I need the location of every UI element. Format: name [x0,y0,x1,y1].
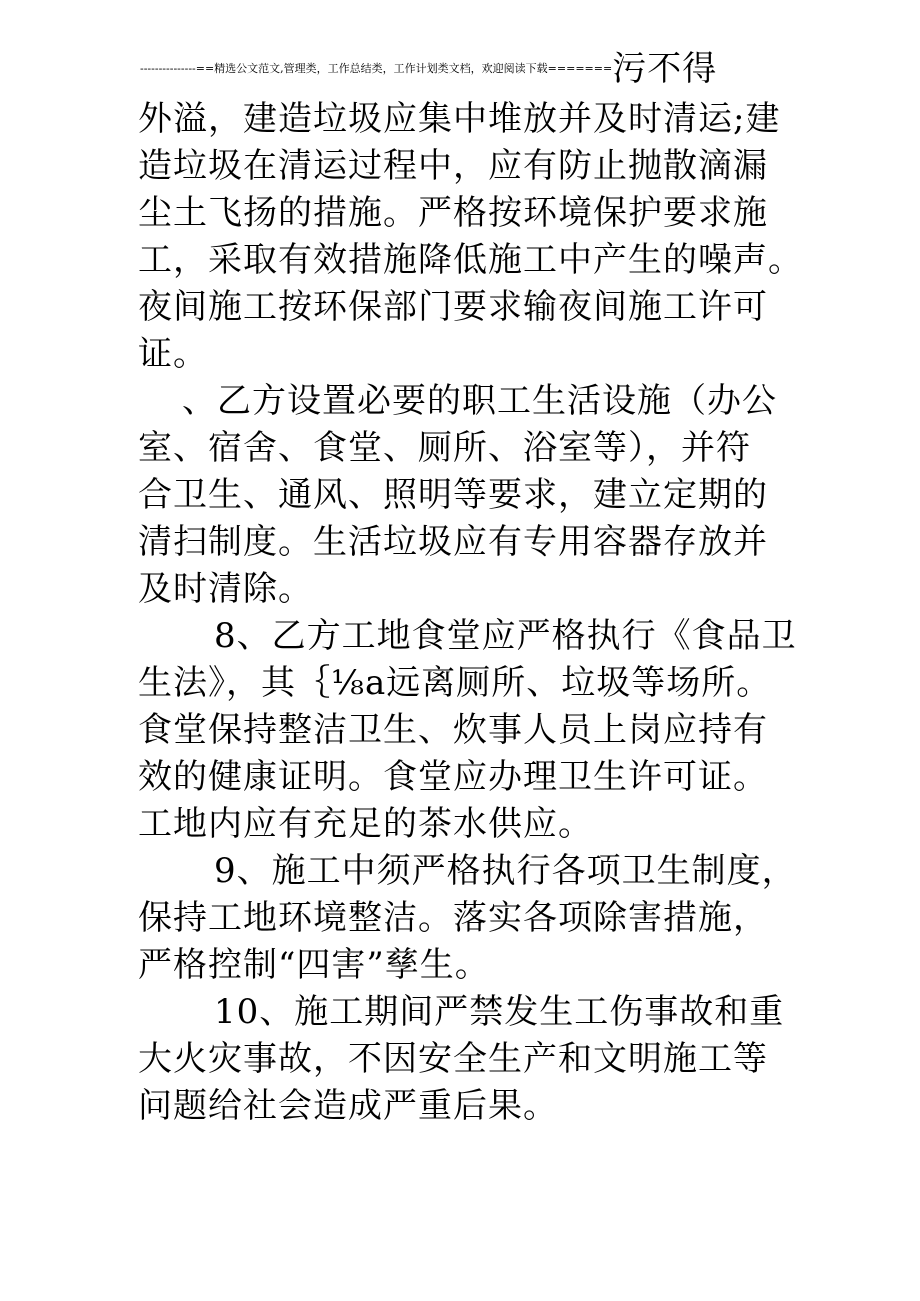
text-line: 合卫生、通风、照明等要求，建立定期的 [138,475,768,515]
text-line: 造垃圾在清运过程中，应有防止抛散滴漏 [138,146,768,186]
text-line: 夜间施工按环保部门要求输夜间施工许可 [138,287,768,327]
header-banner: ---------------==精选公文范文,管理类，工作总结类，工作计划类文档，欢迎阅读下载======= [140,62,613,75]
text-line: 食堂保持整洁卫生、炊事人员上岗应持有 [138,710,768,750]
text-line: 室、宿舍、食堂、厕所、浴室等），并符 [138,428,751,468]
text-line: 生法》，其｛⅛a远离厕所、垃圾等场所。 [138,663,772,703]
body-text [138,96,808,1130]
text-line: 保持工地环境整洁。落实各项除害措施， [138,898,768,938]
header-continued-text: 污不得 [612,49,718,89]
text-line: 大火灾事故，不因安全生产和文明施工等 [138,1039,768,1079]
text-line: 问题给社会造成严重后果。 [138,1086,558,1126]
text-line: 外溢，建造垃圾应集中堆放并及时清运;建 [138,99,781,139]
text-line: 10、施工期间严禁发生工伤事故和重 [214,992,785,1032]
text-line: 8、乙方工地食堂应严格执行《食品卫 [214,616,797,656]
text-line: 清扫制度。生活垃圾应有专用容器存放并 [138,522,768,562]
text-line: 工地内应有充足的茶水供应。 [138,804,593,844]
text-line: 尘土飞扬的措施。严格按环境保护要求施 [138,193,768,233]
text-line: 及时清除。 [138,569,313,609]
text-line: 严格控制“四害”孳生。 [138,945,490,985]
text-line: 工，采取有效措施降低施工中产生的噪声。 [138,240,803,280]
header-row [140,46,800,92]
text-line: 9、施工中须严格执行各项卫生制度， [214,851,797,891]
text-line: 、乙方设置必要的职工生活设施（办公 [182,381,777,421]
text-line: 效的健康证明。食堂应办理卫生许可证。 [138,757,768,797]
text-line: 证。 [138,334,208,374]
